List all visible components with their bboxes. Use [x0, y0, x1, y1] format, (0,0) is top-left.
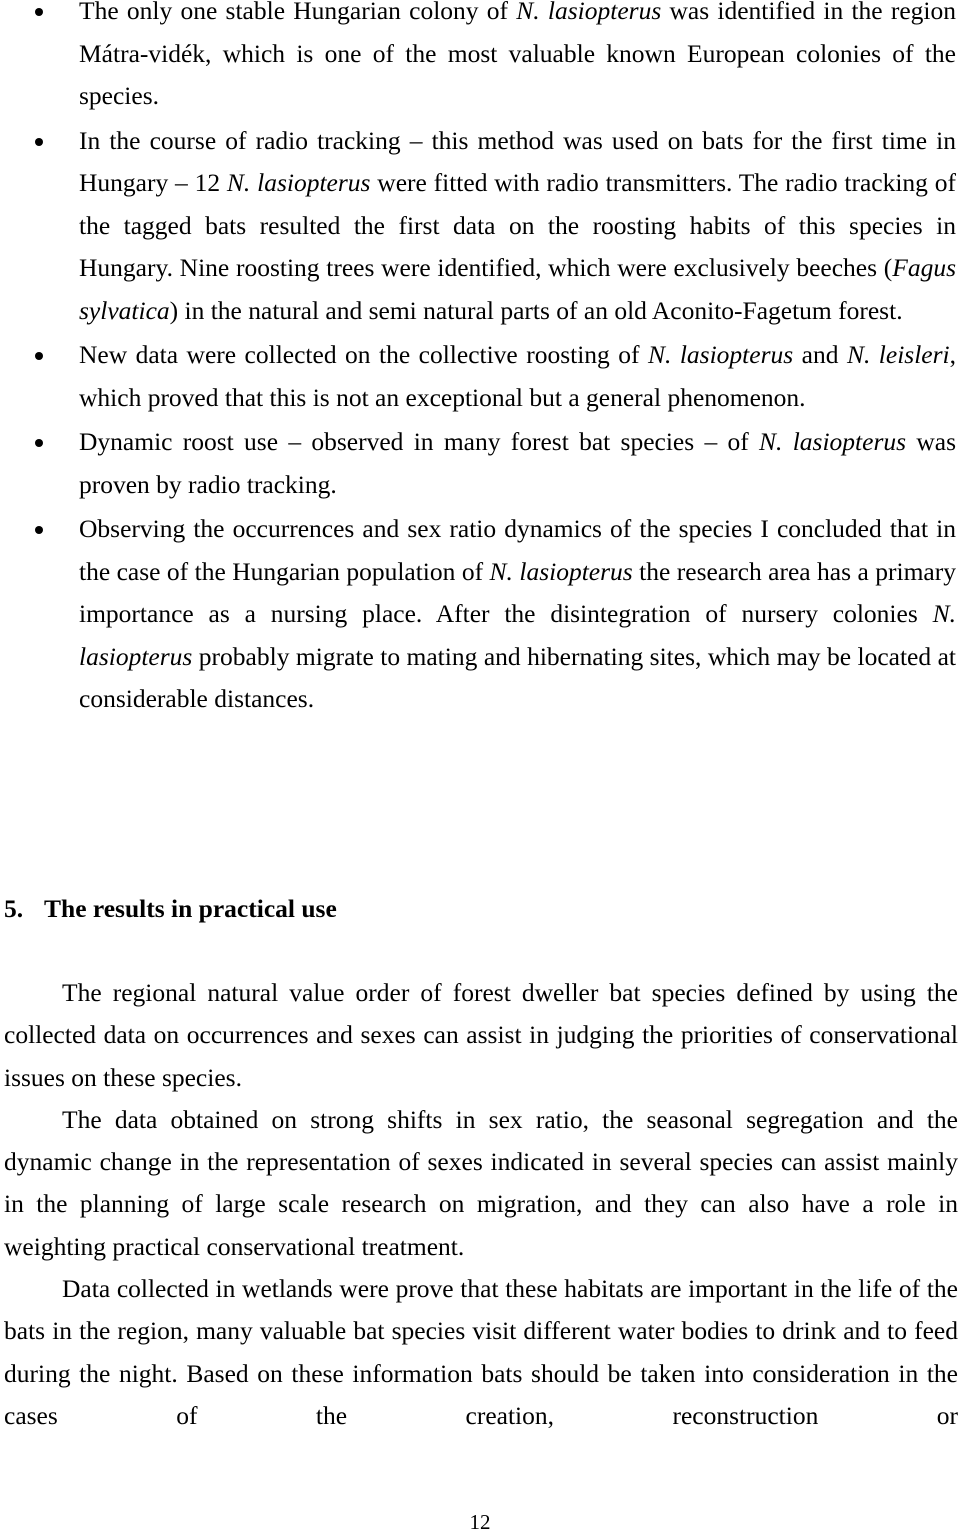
bullet-item — [0, 0, 960, 118]
bullet-item — [0, 508, 960, 721]
species-name: N. lasiopterus — [79, 599, 956, 671]
bullet-item — [0, 421, 960, 506]
bullet-text: was identified in the region Mátra-vidék, which is one of the most valuable known European colonies of the species. — [79, 0, 956, 110]
species-name: N. lasiopterus — [226, 168, 371, 197]
bullet-item — [0, 334, 960, 419]
bullet-text: and — [793, 340, 847, 369]
species-name: N. lasiopterus — [759, 427, 907, 456]
bullet-text: probably migrate to mating and hibernating sites, which may be located at considerable distances. — [79, 641, 956, 713]
bullet-text: the research area has a primary importance as a nursing place. After the disintegration of nursery colonies — [79, 556, 956, 628]
species-name: N. lasiopterus — [647, 340, 794, 369]
bullet-icon — [35, 352, 43, 360]
body-paragraph: Data collected in wetlands were prove that these habitats are important in the life of the bats in the region, many valuable bat species visit different water bodies to drink and to feed during the night. Based on these information bats should be taken into consideration in the cases of the creation, reconstruction or — [4, 1274, 958, 1430]
bullet-text: ) in the natural and semi natural parts of an old Aconito-Fagetum forest. — [169, 295, 903, 325]
bullet-item — [0, 120, 960, 333]
body-paragraph: The regional natural value order of forest dweller bat species defined by using the collected data on occurrences and sexes can assist in judging the priorities of conservational issues on these species. — [4, 978, 958, 1092]
species-name: N. lasiopterus — [516, 0, 662, 25]
species-name: N. leisleri — [846, 340, 950, 369]
body-paragraph: The data obtained on strong shifts in sex ratio, the seasonal segregation and the dynamic change in the representation of sexes indicated in several species can assist mainly in the planning of large scale research on migration, and they can also have a role in weighting practical conservational treatment. — [4, 1104, 958, 1261]
bullet-icon — [35, 8, 43, 16]
bullet-text: In the course of radio tracking – this method was used on bats for the first time in Hungary – 12 — [79, 125, 956, 197]
section-title: The results in practical use — [44, 894, 337, 923]
section-heading — [4, 888, 337, 930]
bullet-text: were fitted with radio transmitters. The radio tracking of the tagged bats resulted the first data on the roosting habits of this species in Hungary. Nine roosting trees were identified, which were exclusively beeches ( — [79, 168, 956, 282]
species-name: Fagus sylvatica — [79, 253, 956, 325]
bullet-text: Observing the occurrences and sex ratio dynamics of the species I concluded that in the case of the Hungarian population of — [79, 514, 956, 586]
bullet-icon — [35, 138, 43, 146]
page-number: 12 — [469, 1510, 491, 1534]
bullet-text: , which proved that this is not an exceptional but a general phenomenon. — [79, 340, 957, 412]
bullet-text: Dynamic roost use – observed in many forest bat species – of — [79, 427, 760, 456]
section-body — [4, 972, 958, 1437]
section-number: 5. — [4, 894, 24, 923]
bullet-text: was proven by radio tracking. — [79, 427, 956, 499]
bullet-text: The only one stable Hungarian colony of — [79, 0, 517, 25]
conclusions-bullet-list — [0, 0, 960, 723]
bullet-icon — [35, 526, 43, 534]
bullet-icon — [35, 439, 43, 447]
bullet-text: New data were collected on the collective roosting of — [79, 340, 648, 369]
species-name: N. lasiopterus — [489, 556, 633, 586]
